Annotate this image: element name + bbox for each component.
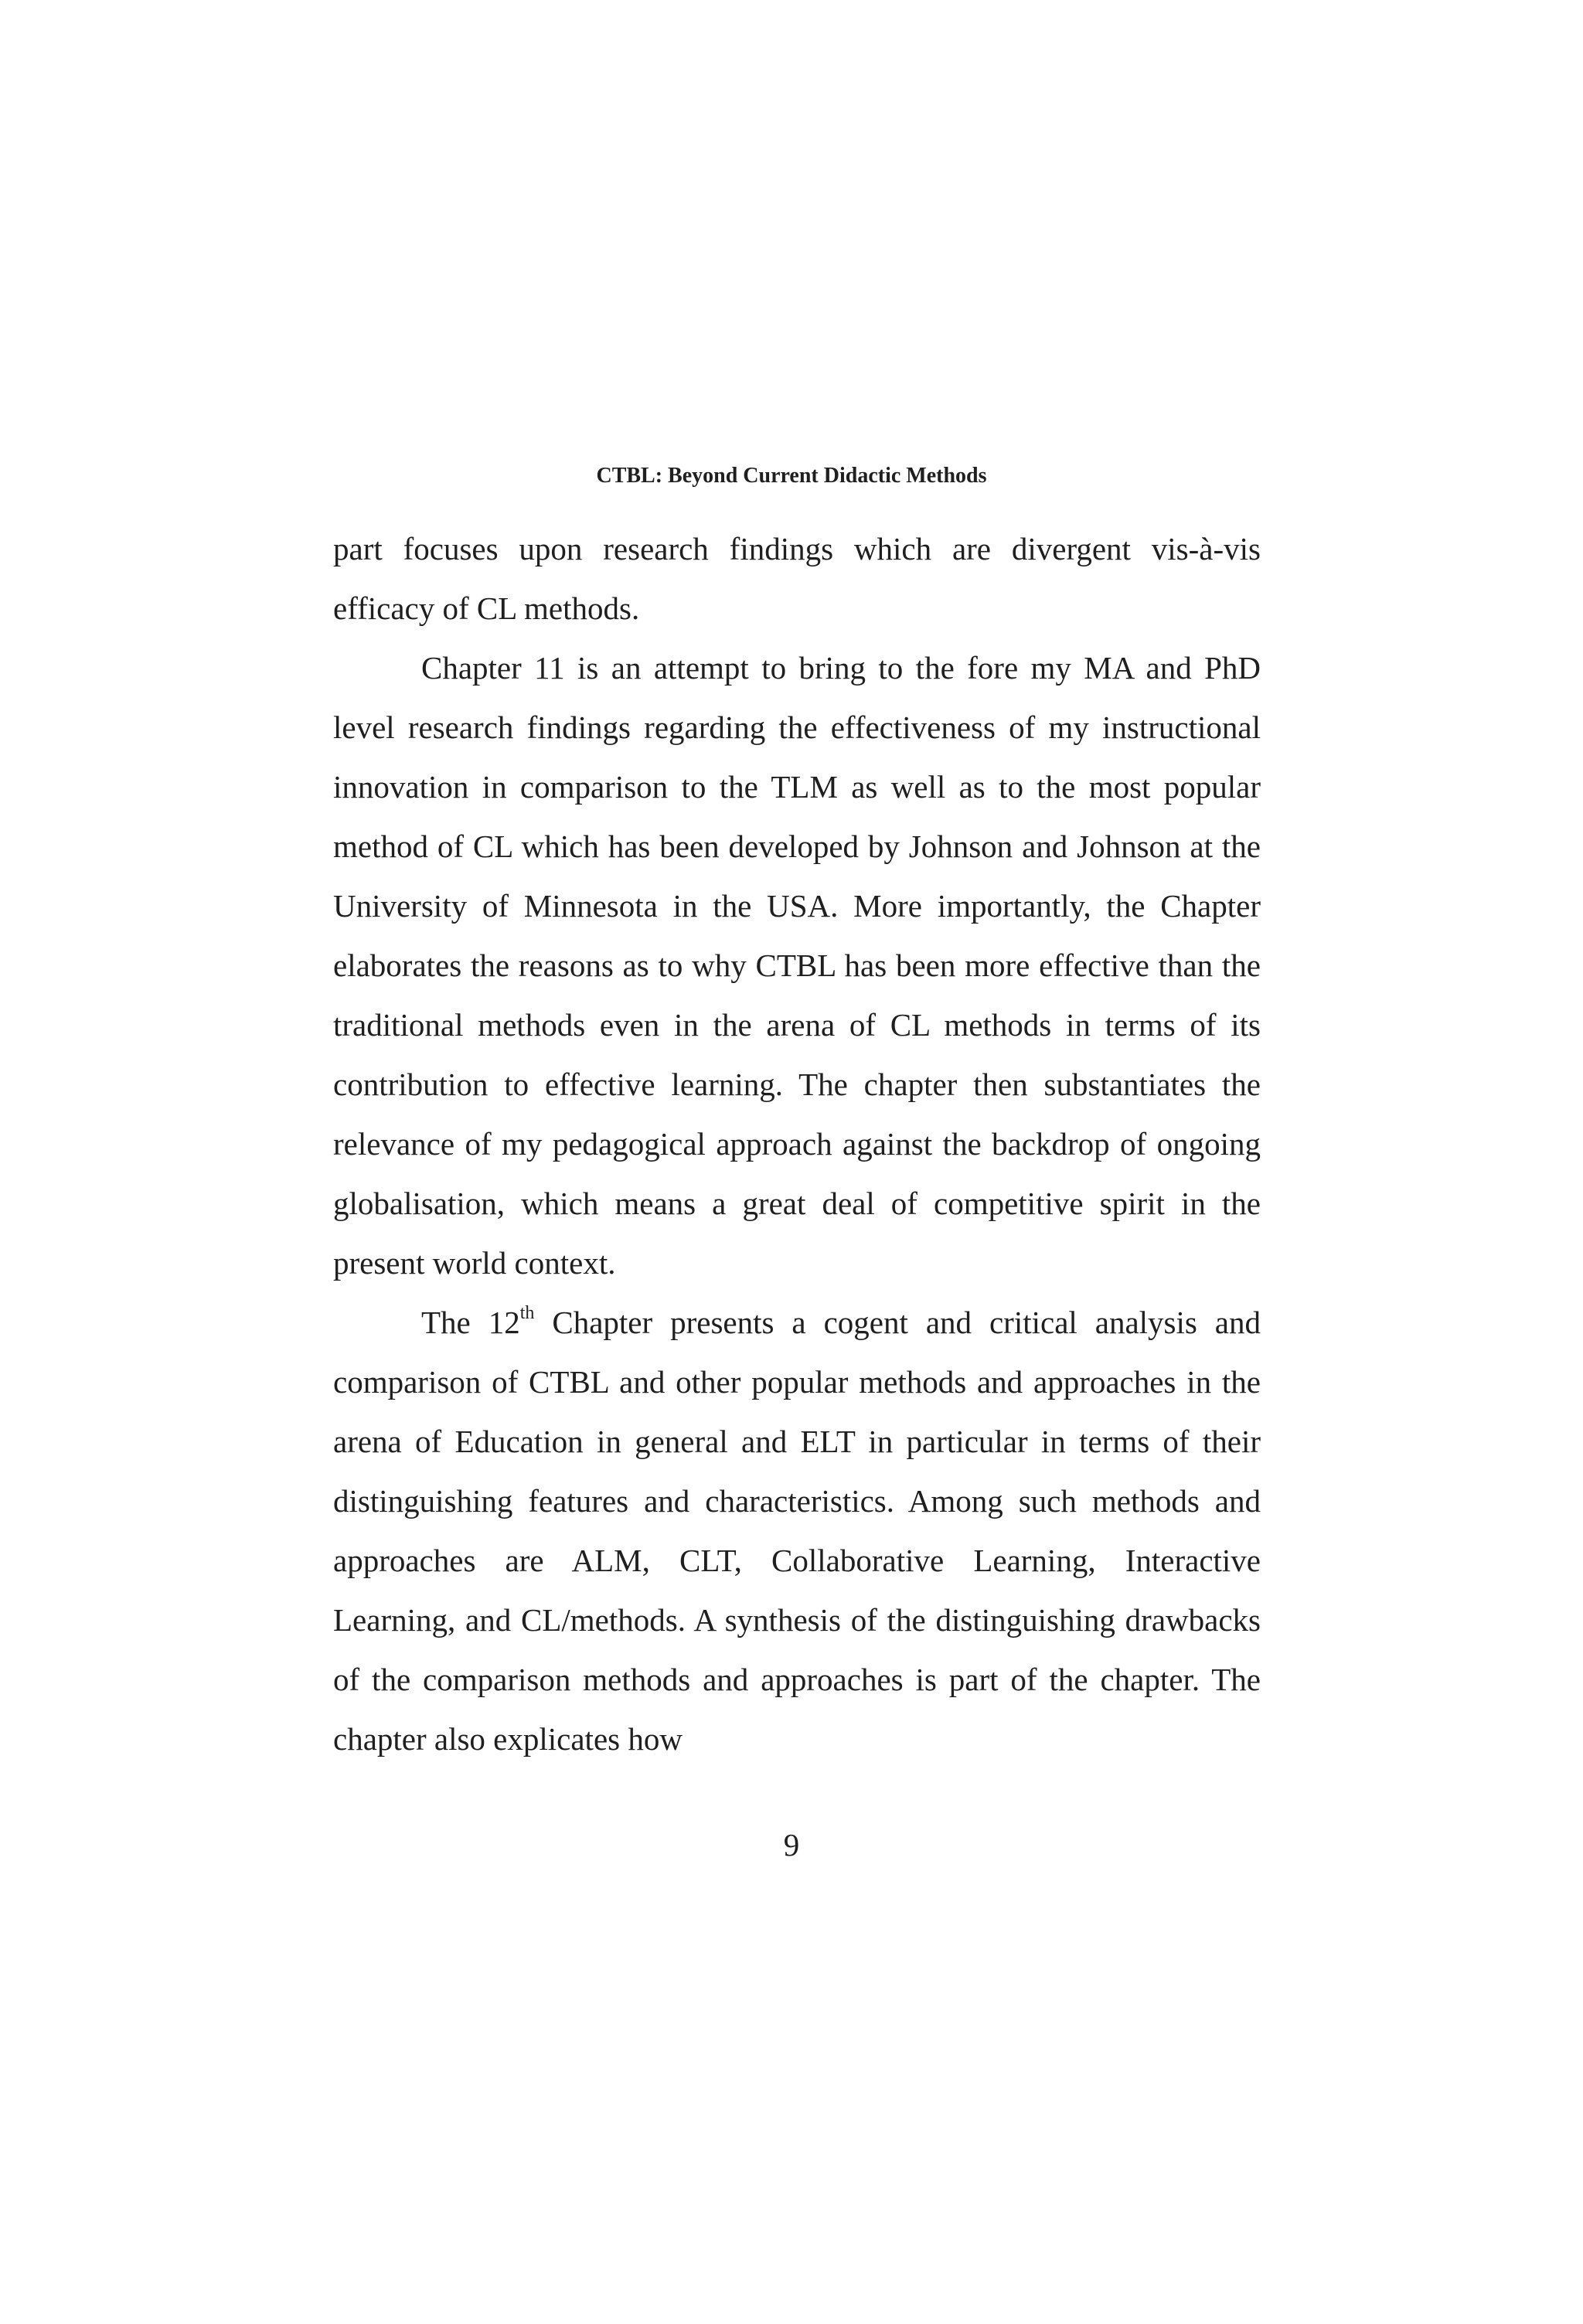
ordinal-suffix: th [519,1303,535,1324]
paragraph-lead: The 12 [421,1305,520,1340]
body-text [333,519,1261,1769]
page-number: 9 [783,1827,800,1863]
paragraph-chapter-12 [333,1293,1261,1769]
paragraph-continued: part focuses upon research findings which are divergent vis-à-vis efficacy of CL methods. [333,531,1261,626]
paragraph-rest: Chapter presents a cogent and critical analysis and comparison of CTBL and other popular methods and approaches in the arena of Education in general and ELT in particular in terms of their distinguishing features and characteristics. Among such methods and approaches are ALM, CLT, Collaborative Learning, Interactive Learning, and CL/methods. A synthesis of the distinguishing drawbacks of the comparison methods and approaches is part of the chapter. The chapter also explicates how [333,1305,1261,1757]
paragraph-chapter-11: Chapter 11 is an attempt to bring to the fore my MA and PhD level research findings regarding the effectiveness of my instructional innovation in comparison to the TLM as well as to the most popular method of CL which has been developed by Johnson and Johnson at the University of Minnesota in the USA. More importantly, the Chapter elaborates the reasons as to why CTBL has been more effective than the traditional methods even in the arena of CL methods in terms of its contribution to effective learning. The chapter then substantiates the relevance of my pedagogical approach against the backdrop of ongoing globalisation, which means a great deal of competitive spirit in the present world context. [333,650,1261,1281]
running-header: CTBL: Beyond Current Didactic Methods [596,464,987,488]
